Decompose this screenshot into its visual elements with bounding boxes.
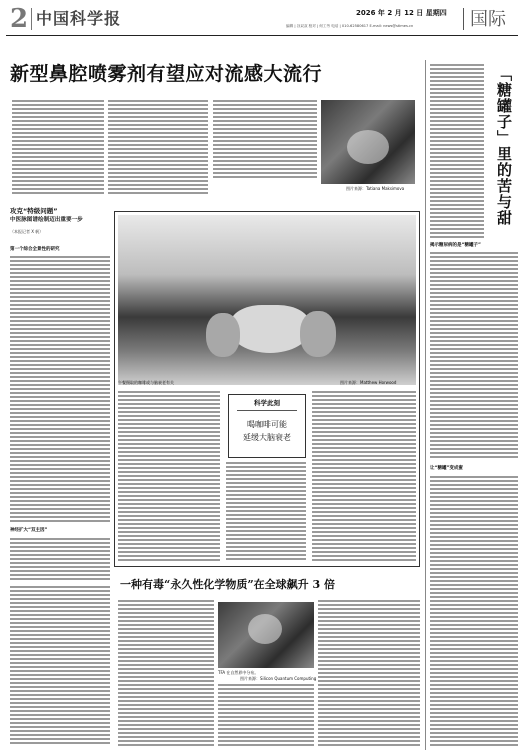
side-subhead-1: 揭示糖尿病的是“糖罐子” <box>430 243 481 248</box>
lead-photo-detail <box>347 130 389 164</box>
bottom-body-col-2 <box>218 684 314 748</box>
lead-photo <box>321 100 415 184</box>
bottom-body-col-1 <box>118 600 214 748</box>
left-brief-headline-1: 攻克“特级问题” <box>10 207 58 215</box>
lead-headline: 新型鼻腔喷雾剂有望应对流感大流行 <box>10 63 323 85</box>
bottom-photo <box>218 602 314 668</box>
feature-photo-hand-left <box>206 313 240 357</box>
bottom-photo-detail <box>248 614 282 644</box>
feature-title-1: 喝咖啡可能 <box>247 420 287 429</box>
section-label: 国际 <box>470 9 506 30</box>
bottom-photo-credit: 图片来源：Silicon Quantum Computing <box>240 676 317 681</box>
left-brief-body <box>10 256 110 524</box>
left-brief-headline-2: 中医脉图谱绘制迈出重要一步 <box>10 217 83 223</box>
left-brief-body-2 <box>10 538 110 580</box>
feature-tag-box <box>228 394 306 458</box>
feature-photo-cup <box>230 305 310 353</box>
section-divider <box>463 8 464 30</box>
feature-body-col-2 <box>226 462 306 562</box>
paper-name: 中国科学报 <box>36 9 122 28</box>
bottom-body-col-3 <box>318 600 420 748</box>
left-brief-byline: （本报记者 X 帆） <box>10 229 44 234</box>
side-column-rule <box>425 60 426 750</box>
feature-title-2: 延缓大脑衰老 <box>243 433 291 442</box>
feature-column-tag: 科学此刻 <box>254 399 280 407</box>
date-line: 2026 年 2 月 12 日 星期四 <box>356 9 447 17</box>
lead-body-col-2 <box>108 100 208 194</box>
feature-body-col-3 <box>312 391 416 561</box>
feature-photo-hand-right <box>300 311 336 357</box>
feature-tag-rule <box>237 410 297 411</box>
side-body-mid <box>430 252 518 460</box>
side-column-title: 「糖罐子」里的苦与甜 <box>495 66 513 226</box>
page-number-divider <box>31 8 32 30</box>
feature-body-col-1 <box>118 391 220 561</box>
page-number: 2 <box>10 4 29 34</box>
side-body-top <box>430 64 484 240</box>
feature-photo-credit: 图片来源：Matthew Horwood <box>340 380 397 385</box>
feature-caption: 午餐摄取的咖啡或与脑衰老有关 <box>118 380 174 385</box>
feature-photo <box>118 215 416 385</box>
left-brief-subhead: 第一个综合全景性的研究 <box>10 247 60 252</box>
left-brief-second-title: 神经扩大“双主因” <box>10 528 48 533</box>
side-body-bottom <box>430 476 518 746</box>
masthead-rule <box>6 35 518 36</box>
lead-body-col-3 <box>213 100 317 180</box>
masthead <box>0 0 524 36</box>
lead-photo-credit: 图片来源：Tatiana Maksimova <box>346 186 405 191</box>
bottom-headline: 一种有毒“永久性化学物质”在全球飙升 3 倍 <box>120 578 335 591</box>
side-subhead-2: 让“糖罐”变成蜜 <box>430 466 463 471</box>
left-bottom-body <box>10 586 110 746</box>
contact-line: 编辑 | 谷双双 校对 | 何工劳 电话 | 010-62580617 E-mail: news@stimes.cn <box>286 24 414 28</box>
bottom-photo-caption: TFA 在自然界中分布。 <box>218 670 259 675</box>
lead-body-col-1 <box>12 100 104 194</box>
